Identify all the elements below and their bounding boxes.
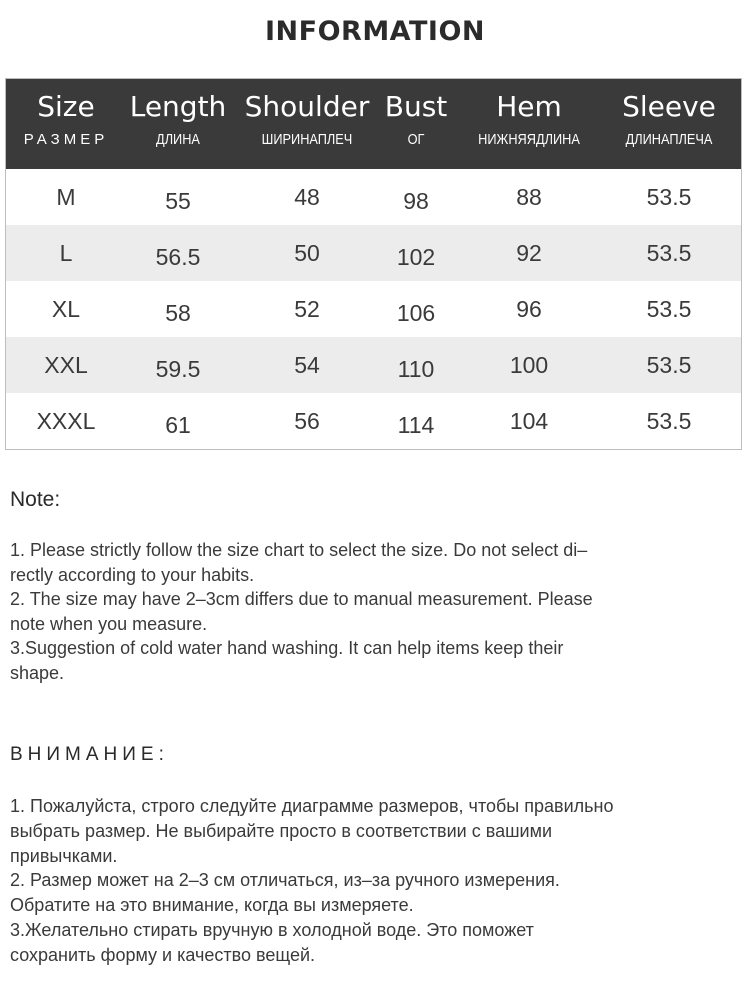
column-header-en: Shoulder <box>244 90 370 123</box>
table-cell: 102 <box>396 244 436 270</box>
page-title: INFORMATION <box>264 16 485 47</box>
table-cell: 98 <box>403 188 429 214</box>
column-header <box>618 79 720 169</box>
table-body <box>6 169 741 449</box>
table-row <box>6 225 741 281</box>
note-line: 2. The size may have 2–3cm differs due to manual measurement. Please <box>10 589 593 610</box>
table-cell: M <box>56 184 76 210</box>
table-header <box>6 79 741 169</box>
table-cell: 56 <box>294 408 320 434</box>
note-line: shape. <box>10 662 65 683</box>
attention-title: ВНИМАНИЕ: <box>10 744 169 765</box>
table-cell: 114 <box>397 412 435 438</box>
note-line: rectly according to your habits. <box>10 564 255 585</box>
attention-line: привычками. <box>10 845 118 866</box>
table-row <box>6 337 741 393</box>
note-text <box>10 538 740 686</box>
table-cell: 100 <box>509 352 549 378</box>
attention-line: выбрать размер. Не выбирайте просто в соответствии с вашими <box>10 820 553 841</box>
attention-line: 1. Пожалуйста, строго следуйте диаграмме размеров, чтобы правильно <box>10 796 614 816</box>
note-title: Note: <box>10 488 61 511</box>
table-row <box>6 393 741 449</box>
table-cell: 61 <box>165 412 191 438</box>
attention-line: 3.Желательно стирать вручную в холодной воде. Это поможет <box>10 919 534 940</box>
table-cell: 59.5 <box>155 356 201 382</box>
table-cell: 55 <box>165 188 191 214</box>
column-header <box>130 79 227 169</box>
column-header <box>24 79 108 169</box>
note-line: 1. Please strictly follow the size chart to select the size. Do not select di– <box>10 540 588 560</box>
column-header-en: Hem <box>496 90 562 123</box>
table-cell: XL <box>51 296 81 322</box>
column-header <box>469 79 589 169</box>
size-chart-table <box>5 78 742 450</box>
column-header-ru: НИЖНЯЯДЛИНА <box>478 131 580 148</box>
column-header-en: Length <box>129 90 227 123</box>
table-cell: 53.5 <box>646 240 692 266</box>
table-cell: 56.5 <box>155 244 201 270</box>
note-line: note when you measure. <box>10 613 208 634</box>
table-cell: 88 <box>516 184 542 210</box>
column-header-ru: ДЛИНА <box>156 131 200 148</box>
table-cell: 106 <box>396 300 436 326</box>
table-cell: XXXL <box>36 408 96 434</box>
column-header-en: Bust <box>384 90 448 123</box>
column-header <box>385 79 448 169</box>
table-cell: L <box>59 240 73 266</box>
table-cell: 53.5 <box>646 296 692 322</box>
attention-line: 2. Размер может на 2–3 см отличаться, из–за ручного измерения. <box>10 870 560 891</box>
column-header-ru: ДЛИНАПЛЕЧА <box>625 131 713 148</box>
table-row <box>6 281 741 337</box>
table-cell: 48 <box>294 184 320 210</box>
column-header <box>245 79 370 169</box>
attention-line: Обратите на это внимание, когда вы измеряете. <box>10 895 414 916</box>
table-cell: 58 <box>165 300 191 326</box>
column-header-ru: РАЗМЕР <box>23 131 109 148</box>
table-row <box>6 169 741 225</box>
table-cell: 110 <box>397 356 435 382</box>
column-header-ru: ШИРИНАПЛЕЧ <box>261 131 353 148</box>
table-cell: XXL <box>44 352 88 378</box>
column-header-en: Sleeve <box>622 90 716 123</box>
attention-text <box>10 794 745 968</box>
column-header-en: Size <box>37 90 95 123</box>
table-cell: 50 <box>294 240 320 266</box>
note-line: 3.Suggestion of cold water hand washing. It can help items keep their <box>10 638 564 659</box>
table-cell: 53.5 <box>646 184 692 210</box>
table-cell: 52 <box>294 296 320 322</box>
table-cell: 53.5 <box>646 408 692 434</box>
table-cell: 96 <box>516 296 542 322</box>
table-cell: 104 <box>509 408 549 434</box>
attention-line: сохранить форму и качество вещей. <box>10 944 316 965</box>
table-cell: 53.5 <box>646 352 692 378</box>
column-header-ru: ОГ <box>407 131 425 148</box>
table-cell: 92 <box>516 240 542 266</box>
table-cell: 54 <box>294 352 320 378</box>
